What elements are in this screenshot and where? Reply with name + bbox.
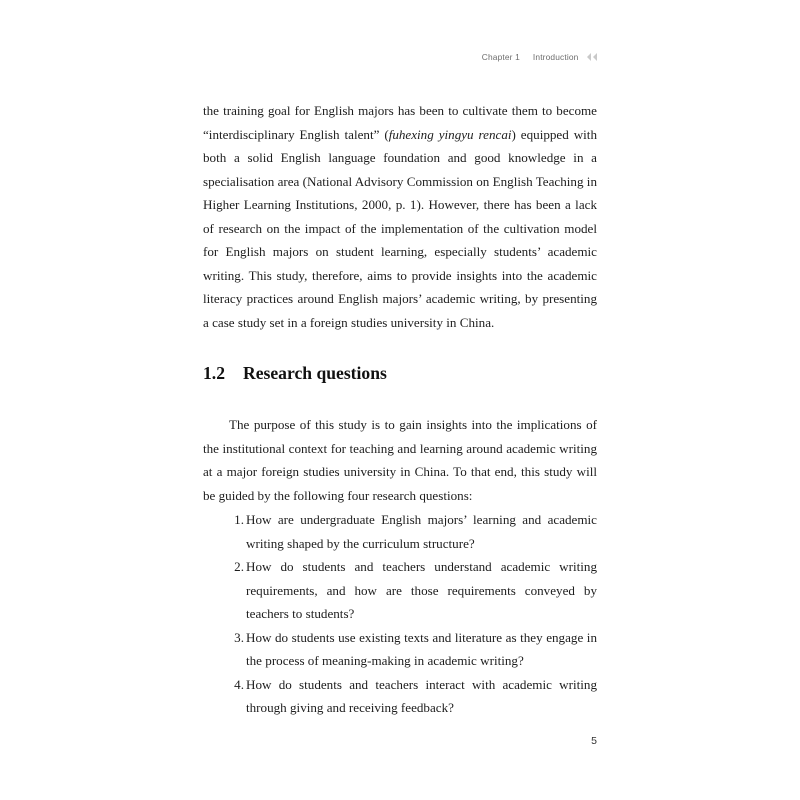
- running-header: [203, 52, 597, 62]
- triangle-left-icon-2: [593, 53, 597, 61]
- running-header-chapter-number: Chapter 1: [481, 52, 520, 62]
- page-content: [203, 99, 597, 720]
- section-heading: [203, 361, 597, 385]
- list-item-text: How are undergraduate English majors’ learning and academic writing shaped by the curriculum structure?: [246, 512, 597, 551]
- paragraph-1-rest: ) equipped with both a solid English language foundation and good knowledge in a specialisation area (National Advisory Commission on English Teaching in Higher Learning Institutions, 2000, p. 1). However, there has been a lack of research on the impact of the implementation of the cultivation model for English majors on student learning, especially students’ academic writing. This study, therefore, aims to provide insights into the academic literacy practices around English majors’ academic writing, by presenting a case study set in a foreign studies university in China.: [203, 126, 597, 330]
- triangle-left-icon-1: [587, 53, 591, 61]
- paragraph-1-lead: the training goal for English majors has been to cultivate them to become “interdisciplinary English talent” (: [203, 103, 597, 142]
- page-number: 5: [591, 735, 597, 747]
- transliteration-italic: fuhexing yingyu rencai: [388, 126, 512, 142]
- double-triangle-left-icon: [587, 53, 598, 61]
- paragraph-purpose: The purpose of this study is to gain insights into the implications of the institutional context for teaching and learning around academic writing at a major foreign studies university in China. To that end, this study will be guided by the following four research questions:: [203, 417, 597, 503]
- section-number: 1.2: [203, 363, 225, 383]
- list-item: [203, 508, 597, 555]
- list-item-text: How do students and teachers interact with academic writing through giving and receiving feedback?: [246, 676, 597, 715]
- list-item-number: 1.: [234, 512, 244, 527]
- spacer-after-heading: [203, 385, 597, 413]
- research-questions-list: [203, 508, 597, 720]
- running-header-chapter-title: Introduction: [532, 52, 579, 62]
- list-item-text: How do students use existing texts and literature as they engage in the process of meaning-making in academic writing?: [246, 629, 597, 668]
- list-item: [203, 555, 597, 626]
- paragraph-continuation: [203, 99, 597, 334]
- list-item: [203, 626, 597, 673]
- list-item-number: 4.: [234, 676, 244, 692]
- list-item-number: 2.: [234, 559, 244, 574]
- list-item: [203, 673, 597, 720]
- section-title: Research questions: [243, 363, 387, 383]
- list-item-number: 3.: [234, 629, 244, 645]
- list-item-text: How do students and teachers understand academic writing requirements, and how are those requirements conveyed by teachers to students?: [246, 559, 597, 621]
- spacer-before-heading: [203, 334, 597, 361]
